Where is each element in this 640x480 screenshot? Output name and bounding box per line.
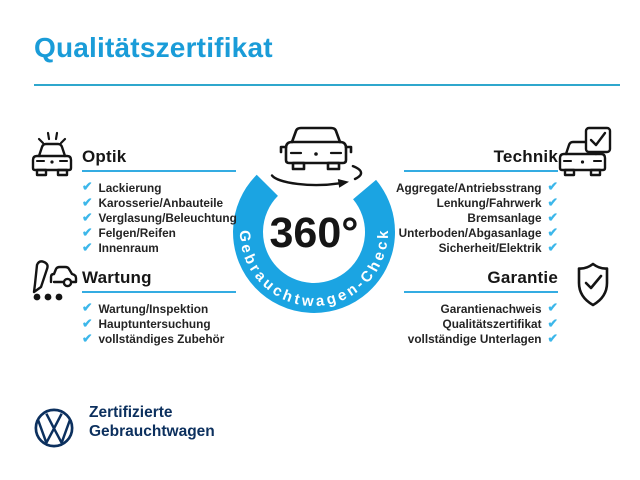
list-item: [404, 195, 558, 210]
item-label: Lackierung: [98, 180, 162, 195]
brand-wordmark: [89, 403, 215, 441]
car-front-shine-icon: [27, 130, 77, 178]
item-label: Karosserie/Anbauteile: [98, 195, 224, 210]
item-label: Verglasung/Beleuchtung: [98, 210, 237, 225]
section-wartung-divider: [82, 291, 236, 293]
360-check-badge: [204, 116, 426, 326]
section-garantie: [404, 266, 558, 347]
check-icon: ✔: [547, 316, 558, 331]
check-icon: ✔: [82, 300, 93, 315]
item-label: Hauptuntersuchung: [98, 316, 211, 331]
section-garantie-title: Garantie: [487, 268, 558, 287]
section-optik: [82, 145, 236, 256]
check-icon: ✔: [547, 300, 558, 315]
item-label: Innenraum: [98, 241, 159, 256]
list-item: [404, 210, 558, 225]
degree-label: 360°: [269, 209, 359, 257]
page-title: Qualitätszertifikat: [34, 32, 273, 63]
check-icon: ✔: [547, 210, 558, 225]
check-icon: ✔: [82, 179, 93, 194]
list-item: [82, 241, 236, 256]
check-icon: ✔: [547, 179, 558, 194]
check-icon: ✔: [82, 240, 93, 255]
item-label: Sicherheit/Elektrik: [438, 241, 542, 256]
check-icon: ✔: [547, 240, 558, 255]
brand-line-1: Zertifizierte: [89, 404, 173, 421]
section-technik-list: [395, 179, 558, 256]
item-label: vollständiges Zubehör: [98, 331, 225, 346]
list-item: [398, 225, 558, 241]
section-optik-list: [82, 180, 236, 256]
ring-curved-label: Gebrauchtwagen-Check: [235, 227, 393, 311]
item-label: Lenkung/Fahrwerk: [436, 195, 542, 210]
brand-line-2: Gebrauchtwagen: [89, 423, 215, 440]
section-garantie-divider: [404, 291, 558, 293]
check-icon: ✔: [82, 225, 93, 240]
check-icon: ✔: [82, 331, 93, 346]
list-item: [82, 316, 236, 331]
check-icon: ✔: [547, 225, 558, 240]
item-label: Qualitätszertifikat: [442, 316, 542, 331]
section-optik-divider: [82, 170, 236, 172]
section-technik-divider: [404, 170, 558, 172]
list-item: [82, 210, 236, 225]
list-item: [82, 180, 236, 195]
list-item: [395, 179, 558, 195]
check-icon: ✔: [82, 210, 93, 225]
check-icon: ✔: [82, 195, 93, 210]
title-divider: [34, 84, 620, 86]
section-technik-title: Technik: [493, 147, 558, 166]
shield-check-icon: [573, 261, 613, 309]
car-360-rotation-icon: [272, 128, 361, 188]
item-label: Felgen/Reifen: [98, 226, 176, 241]
list-item: [404, 241, 558, 256]
list-item: [82, 301, 236, 316]
check-icon: ✔: [547, 195, 558, 210]
section-technik: [395, 145, 558, 256]
section-wartung-title: Wartung: [82, 268, 152, 287]
section-wartung: [82, 266, 236, 347]
item-label: Aggregate/Antriebsstrang: [395, 180, 542, 195]
list-item: [404, 316, 558, 331]
item-label: vollständige Unterlagen: [407, 331, 542, 346]
car-checkbox-icon: [558, 126, 612, 178]
check-icon: ✔: [547, 331, 558, 346]
vw-logo: [33, 407, 75, 449]
section-garantie-list: [404, 301, 558, 347]
list-item: [82, 331, 236, 346]
item-label: Unterboden/Abgasanlage: [398, 226, 542, 241]
item-label: Wartung/Inspektion: [98, 301, 209, 316]
list-item: [82, 226, 236, 241]
list-item: [404, 301, 558, 316]
item-label: Bremsanlage: [467, 210, 542, 225]
pencil-car-checklist-icon: [26, 256, 78, 304]
section-optik-title: Optik: [82, 147, 127, 166]
list-item: [404, 331, 558, 346]
item-label: Garantienachweis: [440, 301, 542, 316]
section-wartung-list: [82, 301, 236, 347]
check-icon: ✔: [82, 316, 93, 331]
list-item: [82, 195, 236, 210]
